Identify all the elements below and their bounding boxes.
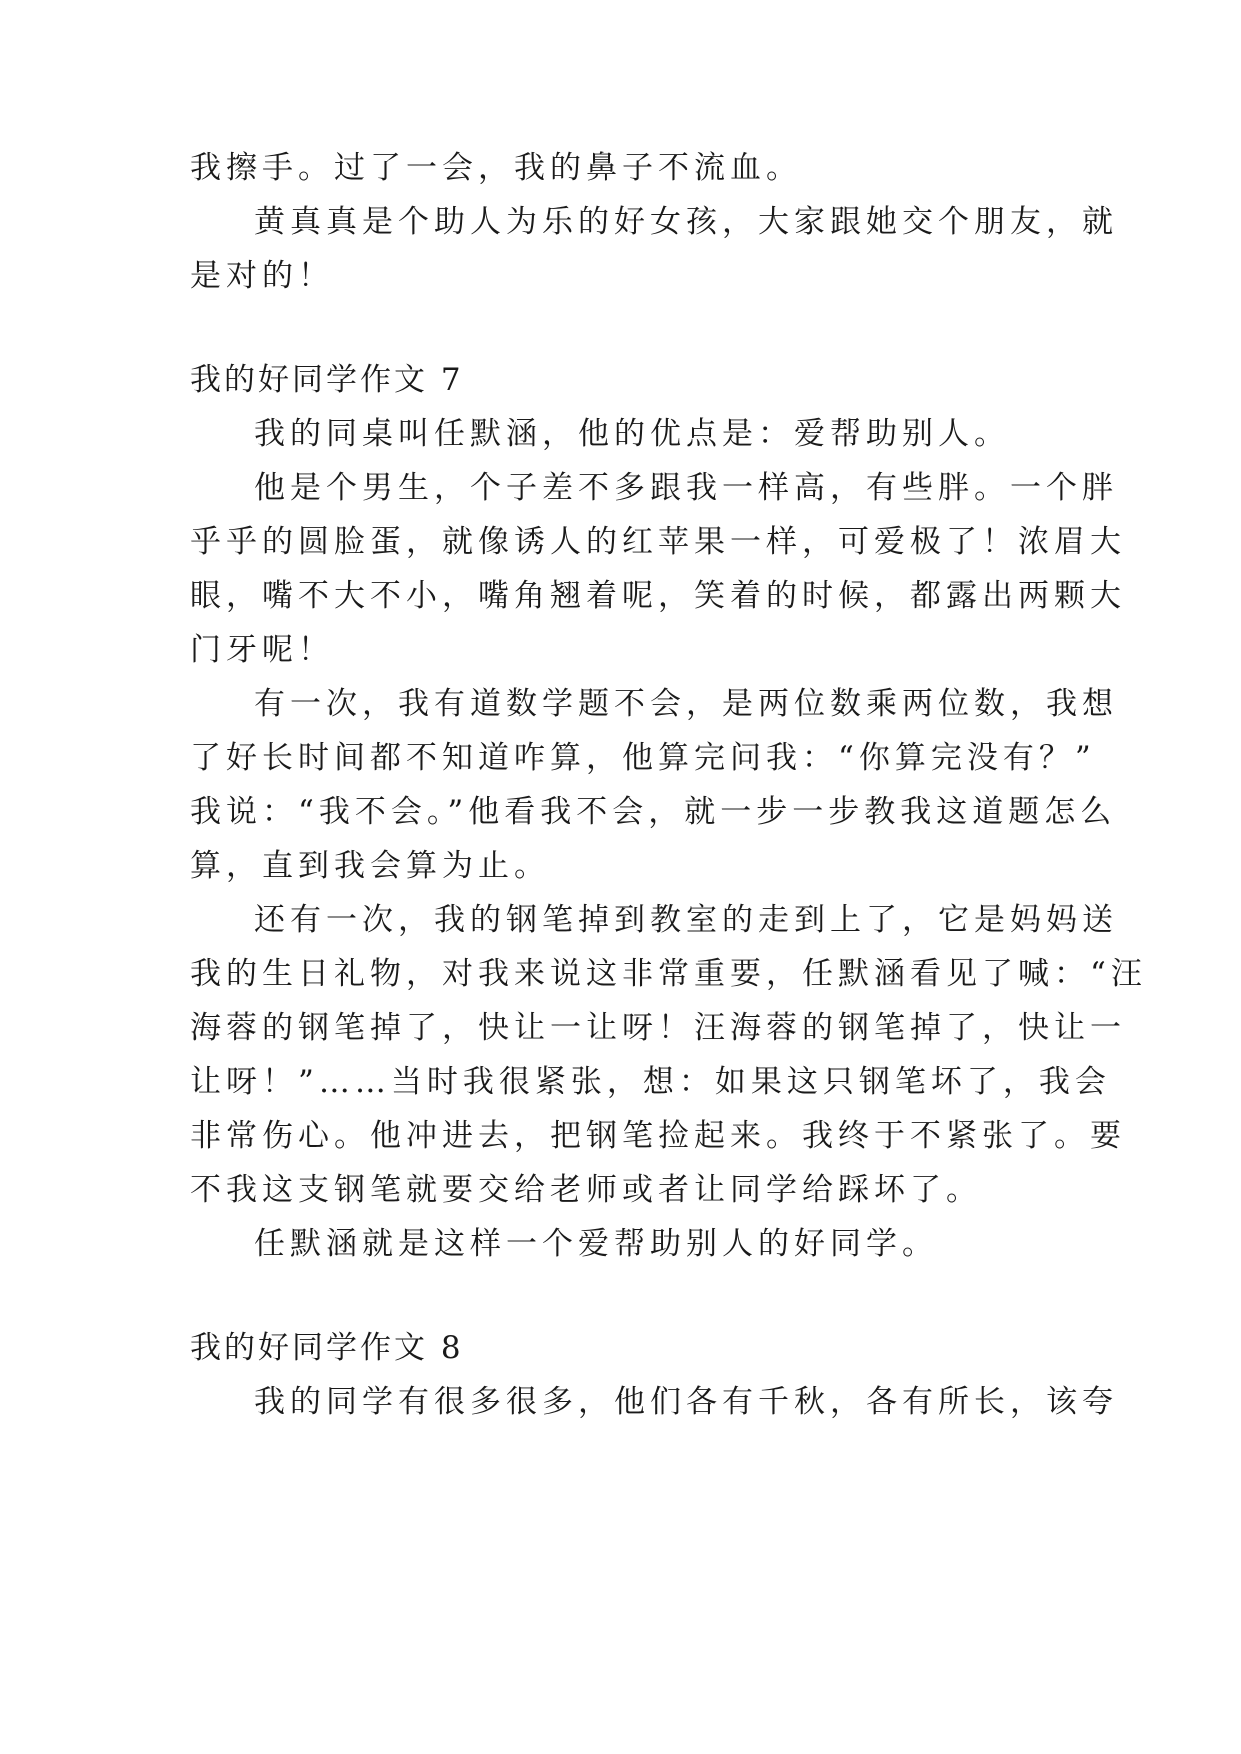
paragraph-line: 乎乎的圆脸蛋，就像诱人的红苹果一样，可爱极了！浓眉大 xyxy=(190,524,1126,560)
paragraph-line: 我擦手。过了一会，我的鼻子不流血。 xyxy=(190,150,802,186)
paragraph-line: 黄真真是个助人为乐的好女孩，大家跟她交个朋友，就 xyxy=(254,204,1118,240)
paragraph-line: 让呀！”……当时我很紧张，想：如果这只钢笔坏了，我会 xyxy=(190,1064,1111,1100)
paragraph-line: 我的同桌叫任默涵，他的优点是：爱帮助别人。 xyxy=(254,416,1010,452)
paragraph-line: 我说：“我不会。”他看我不会，就一步一步教我这道题怎么 xyxy=(190,794,1117,830)
section-heading: 我的好同学作文 7 xyxy=(190,362,464,398)
paragraph-line: 门牙呢！ xyxy=(190,632,334,668)
paragraph-line: 我的生日礼物，对我来说这非常重要，任默涵看见了喊：“汪 xyxy=(190,956,1147,992)
paragraph-line: 任默涵就是这样一个爱帮助别人的好同学。 xyxy=(254,1226,938,1262)
paragraph-line: 眼，嘴不大不小，嘴角翘着呢，笑着的时候，都露出两颗大 xyxy=(190,578,1126,614)
paragraph-line: 了好长时间都不知道咋算，他算完问我：“你算完没有？” xyxy=(190,740,1096,776)
paragraph-line: 我的同学有很多很多，他们各有千秋，各有所长，该夸 xyxy=(254,1384,1118,1420)
paragraph-line: 还有一次，我的钢笔掉到教室的走到上了，它是妈妈送 xyxy=(254,902,1118,938)
paragraph-line: 不我这支钢笔就要交给老师或者让同学给踩坏了。 xyxy=(190,1172,982,1208)
paragraph-line: 他是个男生，个子差不多跟我一样高，有些胖。一个胖 xyxy=(254,470,1118,506)
paragraph-line: 海蓉的钢笔掉了，快让一让呀！汪海蓉的钢笔掉了，快让一 xyxy=(190,1010,1126,1046)
paragraph-line: 算，直到我会算为止。 xyxy=(190,848,550,884)
paragraph-line: 是对的！ xyxy=(190,258,334,294)
paragraph-line: 有一次，我有道数学题不会，是两位数乘两位数，我想 xyxy=(254,686,1118,722)
paragraph-line: 非常伤心。他冲进去，把钢笔捡起来。我终于不紧张了。要 xyxy=(190,1118,1126,1154)
section-heading: 我的好同学作文 8 xyxy=(190,1330,464,1366)
